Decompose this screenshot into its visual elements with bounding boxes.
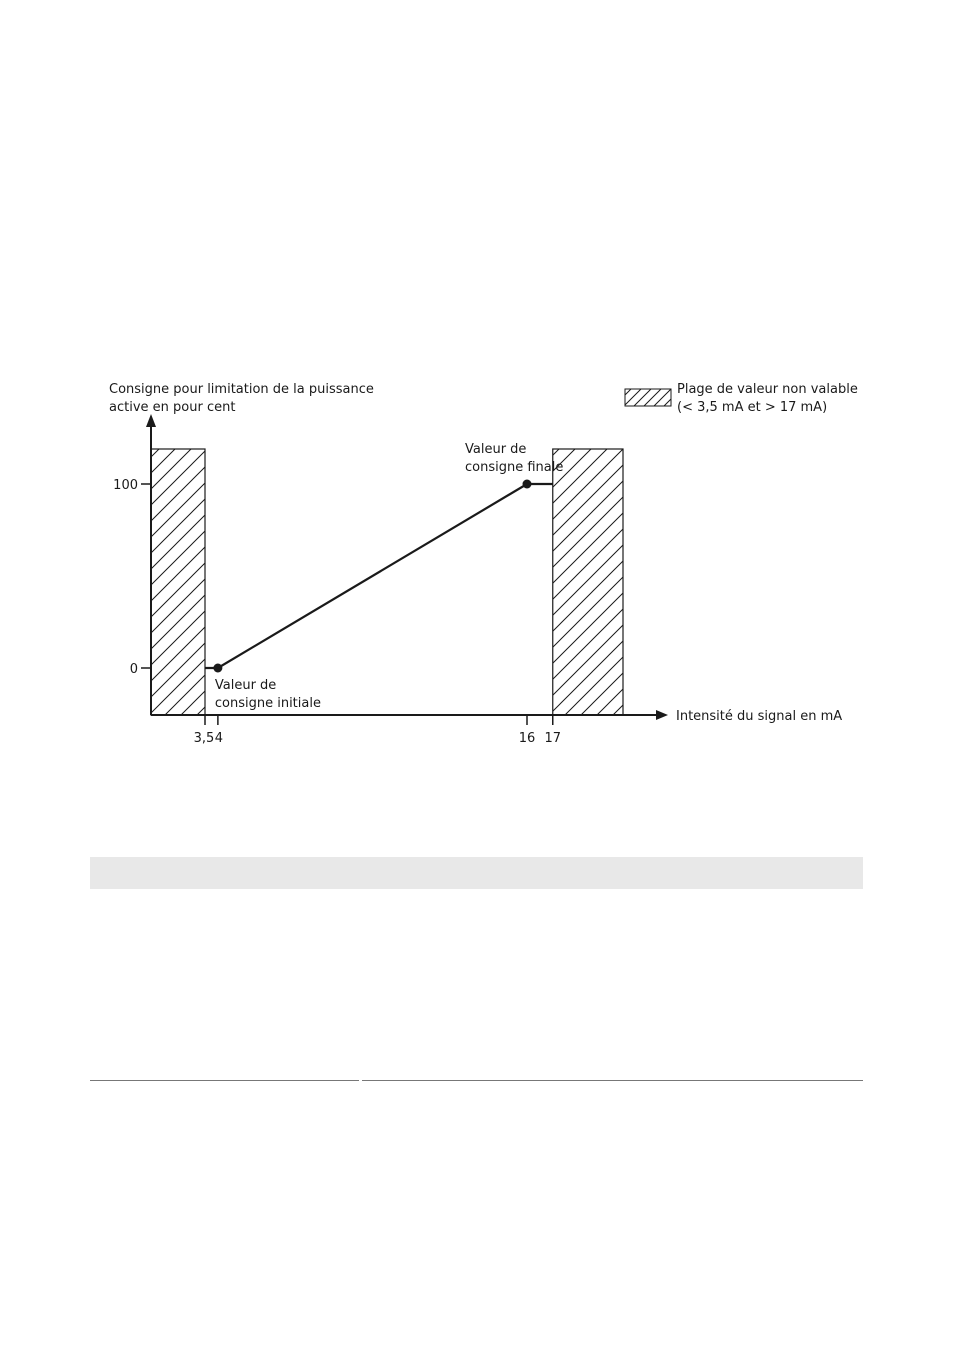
invalid-range-zone [553, 449, 623, 715]
point-annotation-line: consigne initiale [214, 696, 321, 711]
data-point [213, 664, 222, 673]
y-axis-title-line-1: Consigne pour limitation de la puissance [109, 382, 374, 397]
footer-rule-right [362, 1080, 863, 1081]
y-tick-label: 0 [129, 662, 138, 677]
x-tick-label: 4 [214, 731, 224, 746]
footer-rule-left [90, 1080, 359, 1081]
data-point [523, 480, 532, 489]
series-line [205, 484, 553, 668]
x-tick-label: 17 [544, 731, 562, 746]
point-annotation-line: consigne finale [465, 460, 564, 475]
x-tick-label: 16 [518, 731, 536, 746]
invalid-range-zone [151, 449, 205, 715]
legend-swatch [625, 389, 671, 406]
x-tick-label: 3,5 [193, 731, 215, 746]
y-axis-title-line-2: active en pour cent [109, 400, 236, 415]
legend-label-line-1: Plage de valeur non valable [677, 382, 858, 397]
section-header-bar [90, 857, 863, 889]
y-tick-label: 100 [113, 478, 138, 493]
x-axis-title: Intensité du signal en mA [676, 709, 843, 724]
legend-label-line-2: (< 3,5 mA et > 17 mA) [677, 400, 828, 415]
point-annotation-line: Valeur de [465, 442, 527, 457]
y-axis-arrow [146, 414, 156, 427]
point-annotation-line: Valeur de [214, 678, 277, 693]
x-axis-arrow [656, 710, 668, 720]
